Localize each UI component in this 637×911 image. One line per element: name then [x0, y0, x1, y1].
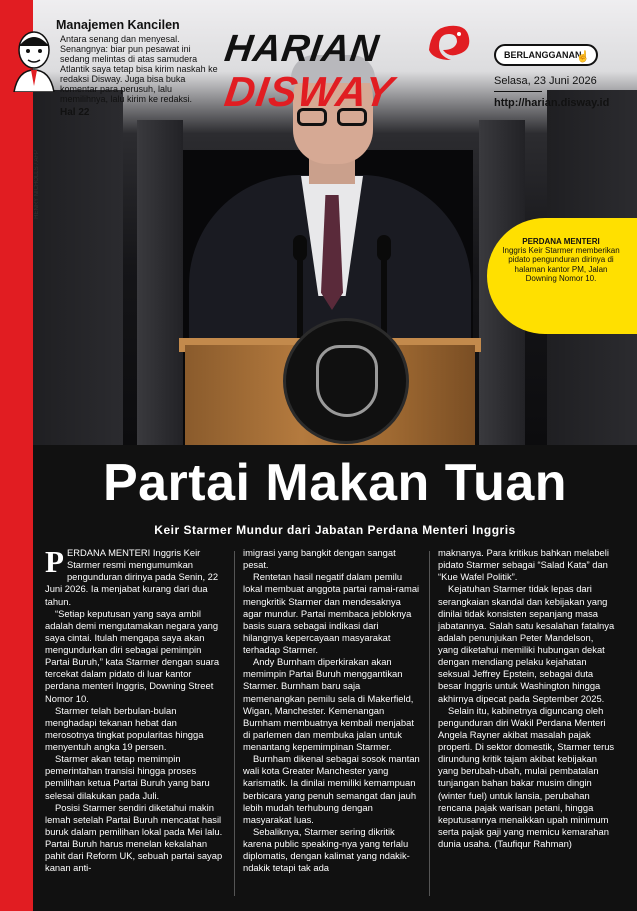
article-paragraph: Andy Burnham diperkirakan akan memimpin Partai Buruh menggantikan Starmer. Burnham baru saja memenangkan pemilu sela di Makerfield, Wigan, Manchester. Kemenangan Burnham membuatnya kembali menjabat di parlemen dan membuka jalan untuk menantang kepemimpinan Starmer.	[243, 656, 414, 752]
article-paragraph: Starmer akan tetap memimpin pemerintahan transisi hingga proses pemilihan ketua Partai Buruh yang baru selesai dilakukan pada Juli.	[45, 753, 210, 801]
photo-credit: HENRY NICHOLLS / AFP	[34, 150, 40, 219]
logo-word-disway: DISWAY	[221, 68, 397, 115]
headline: Partai Makan Tuan	[102, 454, 568, 512]
article-paragraph: Rentetan hasil negatif dalam pemilu lokal membuat anggota partai ramai-ramai mengkritik Starmer dan mendesaknya agar mundur. Partai membaca jebloknya basis suara sebagai indikasi dari hilangnya kepercayaan masyarakat terhadap Starmer.	[243, 571, 420, 655]
article-paragraph: “Setiap keputusan yang saya ambil adalah demi mengutamakan negara yang saya cintai. Itulah mengapa saya akan mengundurkan diri sebagai pemimpin Partai Buruh,” kata Starmer dengan suara tercekat dalam pidato di luar kantor perdana menteri Inggris, Downing Street Nomor 10.	[45, 607, 220, 704]
article-paragraph: ERDANA MENTERI Inggris Keir Starmer resmi mengumumkan pengunduran dirinya pada Senin, 22 Juni 2026. Ia menjabat kurang dari dua tahun.	[45, 547, 219, 607]
article-column-3	[438, 547, 616, 850]
issue-date: Selasa, 23 Juni 2026	[494, 75, 597, 87]
drop-cap: P	[45, 544, 64, 579]
royal-coat-of-arms-seal	[283, 318, 409, 444]
masthead-rule	[494, 91, 542, 92]
dragon-logo-icon	[425, 20, 473, 62]
article-paragraph: imigrasi yang bangkit dengan sangat pesat.	[243, 547, 396, 571]
article-paragraph: Sebaliknya, Starmer sering dikritik karena public speaking-nya yang terlalu diplomatis, dengan kalimat yang ndakik-ndakik tetapi tak ada	[243, 825, 410, 874]
article-paragraph: Kejatuhan Starmer tidak lepas dari serangkaian skandal dan kebijakan yang dinilai tidak konsisten sepanjang masa jabatannya. Salah satu kesalahan fatalnya adalah penunjukan Peter Mandelson, yang diketahui memiliki hubungan dekat dengan mendiang pelaku kejahatan seksual Jeffrey Epstein, sebagai duta besar Inggris untuk Washington hingga akhirnya dipecat pada September 2025.	[438, 583, 615, 704]
logo-word-harian: HARIAN	[222, 28, 382, 70]
building-wall-left	[33, 90, 123, 445]
article-paragraph: Selain itu, kabinetnya diguncang oleh pengunduran diri Wakil Perdana Menteri Angela Rayner akibat masalah pajak properti. Di sektor domestik, Starmer terus dirundung kritik tajam akibat kebijakan yang berubah-ubah, mulai pembatalan tunjangan bahan bakar musim dingin (winter fuel) untuk lansia, perubahan rencana pajak warisan petani, hingga keputusannya menaikkan upah minimum serta pajak gaji yang memicu kemarahan dunia usaha. (Taufiqur Rahman)	[438, 704, 615, 849]
pillar-left	[137, 120, 183, 445]
column-page-ref: Hal 22	[60, 107, 90, 118]
harian-disway-logo[interactable]	[221, 28, 485, 115]
columnist-avatar-icon	[10, 26, 58, 92]
left-red-bar	[0, 0, 33, 911]
article-column-1	[45, 544, 223, 874]
column-divider	[234, 551, 235, 896]
caption-title: PERDANA MENTERI	[522, 237, 600, 246]
pointer-hand-icon: ☝	[576, 51, 590, 63]
subscribe-button[interactable]	[494, 44, 598, 66]
article-paragraph: Starmer telah berbulan-bulan menghadapi tekanan hebat dan merosotnya tingkat popularitas hingga menyentuh angka 19 persen.	[45, 704, 204, 752]
article-paragraph: Burnham dikenal sebagai sosok mantan wali kota Greater Manchester yang karismatik. Ia dinilai memiliki kemampuan berbicara yang penuh semangat dan jauh lebih mudah terhubung dengan masyarakat luas.	[243, 753, 420, 825]
column-divider	[429, 551, 430, 896]
article-paragraph: Posisi Starmer sendiri diketahui makin lemah setelah Partai Buruh mencatat hasil buruk dalam pemilihan lokal pada Mei lalu. Partai Buruh harus menelan kekalahan pahit dari Reform UK, sebuah partai sayap kanan anti-	[45, 801, 223, 874]
article-paragraph: maknanya. Para kritikus bahkan melabeli pidato Starmer sebagai “Salad Kata” dan “Kue Wafel Politik”.	[438, 547, 609, 583]
column-teaser[interactable]	[40, 18, 218, 128]
column-teaser-text: Antara senang dan menyesal. Senangnya: biar pun pesawat ini sedang melintas di atas samudera Atlantik saya tetap bisa kirim naskah ke redaksi Disway. Juga bisa buka komentar para perusuh, lalu memilihnya, lalu kirim ke redaksi.	[60, 34, 218, 105]
website-url[interactable]: http://harian.disway.id	[494, 97, 610, 109]
article-column-2	[243, 547, 421, 874]
subheadline: Keir Starmer Mundur dari Jabatan Perdana Menteri Inggris	[154, 523, 516, 537]
photo-caption	[502, 237, 620, 283]
caption-text: Inggris Keir Starmer memberikan pidato pengunduran dirinya di halaman kantor PM, Jalan Downing Nomor 10.	[502, 246, 620, 283]
subscribe-label: BERLANGGANAN	[504, 50, 582, 60]
column-title: Manajemen Kancilen	[56, 18, 180, 32]
